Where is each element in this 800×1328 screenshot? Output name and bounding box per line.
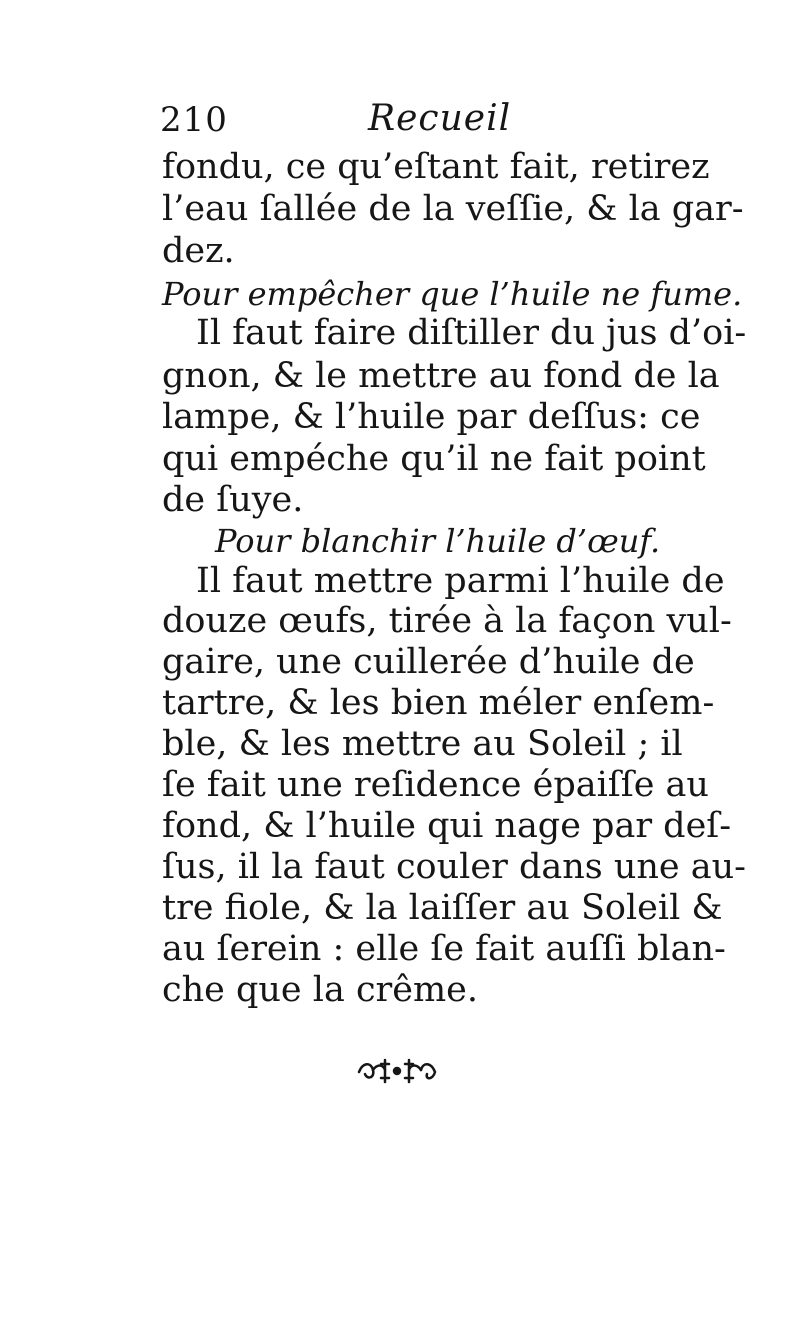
printers-ornament-icon: [355, 1052, 439, 1088]
text-line: lampe, & l’huile par deſſus: ce: [162, 397, 701, 437]
page-number: 210: [160, 100, 228, 140]
text-line: ſe fait une reſidence épaiſſe au: [162, 765, 709, 805]
text-line: gaire, une cuillerée d’huile de: [162, 642, 695, 682]
page-header: [160, 100, 700, 150]
text-line: l’eau ſallée de la veſſie, & la gar-: [162, 189, 744, 229]
text-line: de ſuye.: [162, 480, 304, 520]
section-heading: Pour empêcher que l’huile ne fume.: [162, 275, 743, 313]
text-line: fond, & l’huile qui nage par deſ-: [162, 806, 732, 846]
text-line: Il faut mettre parmi l’huile de: [196, 561, 725, 601]
text-line: gnon, & le mettre au fond de la: [162, 356, 720, 396]
text-line: che que la crême.: [162, 970, 479, 1010]
running-head: Recueil: [368, 98, 512, 139]
text-line: Il faut faire diſtiller du jus d’oi-: [196, 313, 747, 353]
text-line: dez.: [162, 231, 235, 271]
text-line: ble, & les mettre au Soleil ; il: [162, 724, 683, 764]
section-heading: Pour blanchir l’huile d’œuf.: [215, 522, 661, 560]
text-line: au ſerein : elle ſe fait auſſi blan-: [162, 929, 726, 969]
text-line: fondu, ce qu’eſtant fait, retirez: [162, 147, 710, 187]
text-line: douze œufs, tirée à la façon vul-: [162, 601, 732, 641]
text-line: tre fiole, & la laiſſer au Soleil &: [162, 888, 723, 928]
text-line: tartre, & les bien méler enſem-: [162, 683, 715, 723]
text-line: qui empéche qu’il ne fait point: [162, 439, 706, 479]
text-line: ſus, il la faut couler dans une au-: [162, 847, 746, 887]
